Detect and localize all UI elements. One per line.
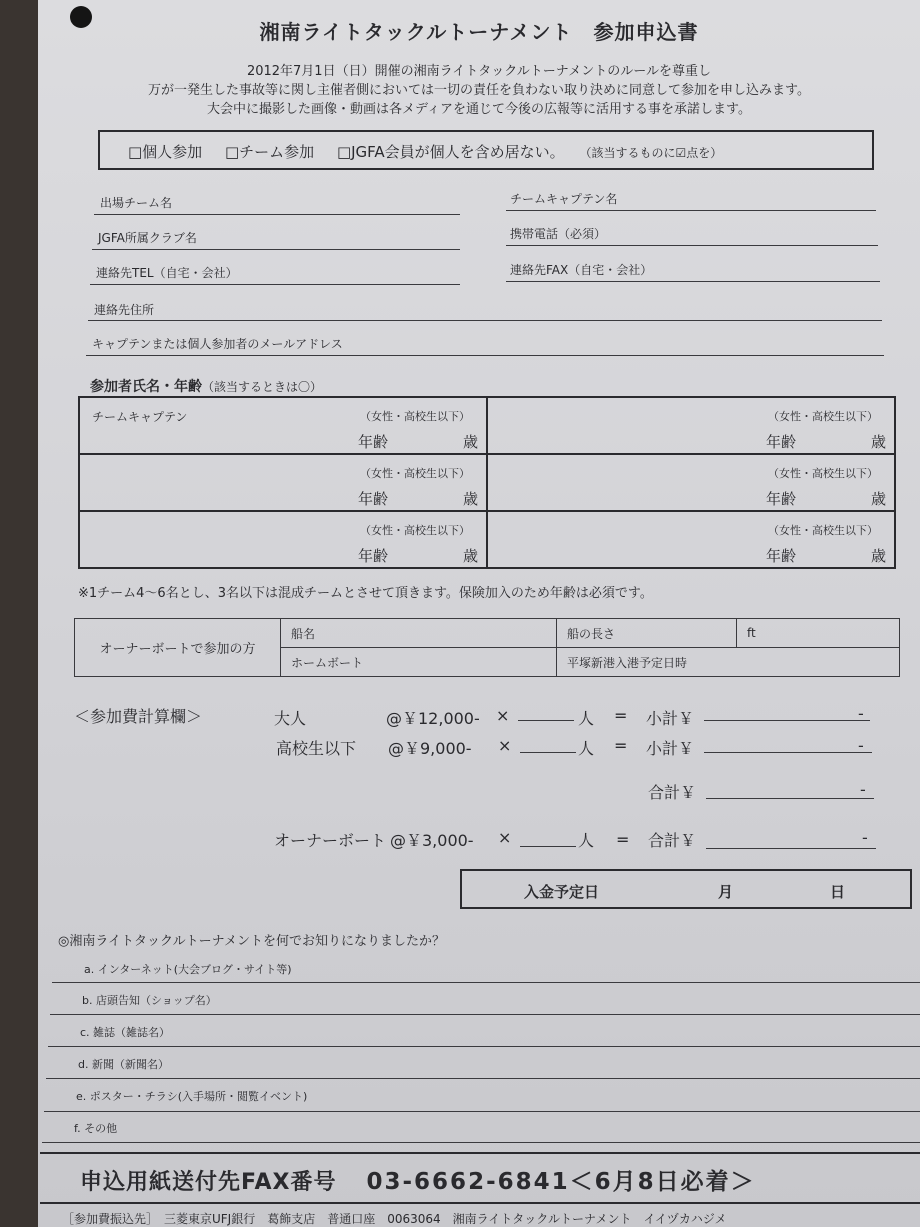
bank-transfer-info: ［参加費振込先］ 三菱東京UFJ銀行 葛飾支店 普通口座 0063064 湘南ライトタックルトーナメント イイヅカハジメ <box>62 1212 727 1226</box>
equals-sign: = <box>614 706 628 725</box>
survey-option: c. 雑誌（雑誌名） <box>80 1026 171 1039</box>
age-field: 年齢 歳 <box>358 490 478 508</box>
owner-total-dash: - <box>862 828 868 847</box>
owner-boat-fee-label: オーナーボート <box>274 831 387 850</box>
fax-label: 連絡先FAX（自宅・会社） <box>510 263 653 277</box>
equals-sign: = <box>614 736 628 755</box>
form-title: 湘南ライトタックルトーナメント 参加申込書 <box>259 20 699 44</box>
boat-name-field[interactable]: 船名 <box>281 619 557 648</box>
owner-total-field[interactable] <box>706 848 876 849</box>
boat-length-unit: ft <box>747 626 756 640</box>
total-dash: - <box>860 780 866 799</box>
adult-count-field[interactable] <box>518 720 574 721</box>
owner-boat-price: @￥3,000- <box>390 831 474 850</box>
times-sign: × <box>498 828 512 847</box>
checkbox-team[interactable]: □チーム参加 <box>224 143 315 161</box>
mobile-label: 携帯電話（必須） <box>510 227 607 241</box>
female-student-note: （女性・高校生以下） <box>360 467 470 480</box>
survey-answer-line[interactable] <box>52 982 920 983</box>
total-label: 合計￥ <box>648 783 697 802</box>
member-cell[interactable] <box>79 511 487 568</box>
person-unit: 人 <box>578 709 595 728</box>
members-section-note: （該当するときは〇） <box>202 380 323 394</box>
member-cell[interactable] <box>487 511 895 568</box>
person-unit: 人 <box>578 739 595 758</box>
age-field: 年齢 歳 <box>358 433 478 451</box>
email-line[interactable] <box>86 355 884 356</box>
tel-label: 連絡先TEL（自宅・会社） <box>96 266 238 280</box>
adult-subtotal-dash: - <box>858 704 864 723</box>
deposit-date-box <box>460 869 912 909</box>
club-label: JGFA所属クラブ名 <box>98 231 197 245</box>
survey-answer-line[interactable] <box>48 1046 920 1047</box>
members-table <box>78 396 896 569</box>
student-subtotal-dash: - <box>858 736 864 755</box>
owner-total-label: 合計￥ <box>648 831 697 850</box>
survey-option: e. ポスター・チラシ(入手場所・閲覧イベント) <box>76 1090 308 1103</box>
total-field[interactable] <box>706 798 874 799</box>
adult-price: @￥12,000- <box>386 709 480 728</box>
female-student-note: （女性・高校生以下） <box>768 410 878 423</box>
application-form-sheet <box>38 0 920 1227</box>
age-field: 年齢 歳 <box>766 547 886 565</box>
deposit-day-field[interactable]: 日 <box>830 883 846 901</box>
team-size-note: ※1チーム4〜6名とし、3名以下は混成チームとさせて頂きます。保険加入のため年齢は必須です。 <box>78 586 653 601</box>
fax-number: 03-6662-6841＜6月8日必着＞ <box>366 1169 756 1195</box>
member-cell[interactable] <box>487 454 895 511</box>
age-field: 年齢 歳 <box>766 490 886 508</box>
intro-line-2: 万が一発生した事故等に関し主催者側においては一切の責任を負わない取り決めに同意して参加を申し込みます。 <box>148 83 810 98</box>
team-name-line[interactable] <box>94 214 460 215</box>
team-captain-line[interactable] <box>506 210 876 211</box>
deposit-month-field[interactable]: 月 <box>718 883 734 901</box>
arrival-time-field[interactable]: 平塚新港入港予定日時 <box>557 648 900 677</box>
member-cell[interactable] <box>487 397 895 454</box>
member-cell[interactable] <box>79 454 487 511</box>
student-subtotal-field[interactable] <box>704 752 872 753</box>
student-count-field[interactable] <box>520 752 576 753</box>
student-subtotal-label: 小計￥ <box>646 739 695 758</box>
member-cell[interactable] <box>79 397 487 454</box>
participation-type-box <box>98 130 874 170</box>
deposit-date-label: 入金予定日 <box>524 883 600 901</box>
checkbox-no-jgfa[interactable]: □JGFA会員が個人を含め居ない。 <box>336 143 565 161</box>
fax-line[interactable] <box>506 281 880 282</box>
survey-answer-line[interactable] <box>50 1014 920 1015</box>
address-label: 連絡先住所 <box>94 303 155 317</box>
adult-label: 大人 <box>274 709 307 728</box>
checkbox-individual[interactable]: □個人参加 <box>128 143 203 161</box>
student-price: @￥9,000- <box>388 739 472 758</box>
survey-option: f. その他 <box>74 1122 118 1135</box>
female-student-note: （女性・高校生以下） <box>360 410 470 423</box>
age-field: 年齢 歳 <box>766 433 886 451</box>
email-label: キャプテンまたは個人参加者のメールアドレス <box>92 337 343 351</box>
survey-option: d. 新聞（新聞名） <box>78 1058 169 1071</box>
captain-label: チームキャプテン <box>92 410 188 424</box>
fax-destination-label: 申込用紙送付先FAX番号 <box>80 1170 337 1195</box>
team-name-label: 出場チーム名 <box>100 196 173 210</box>
checkbox-instruction: （該当するものに☑点を） <box>579 146 723 160</box>
home-port-field[interactable]: ホームボート <box>281 648 557 677</box>
female-student-note: （女性・高校生以下） <box>360 524 470 537</box>
age-field: 年齢 歳 <box>358 547 478 565</box>
student-label: 高校生以下 <box>276 739 357 758</box>
times-sign: × <box>498 736 512 755</box>
survey-answer-line[interactable] <box>44 1111 920 1112</box>
intro-line-3: 大会中に撮影した画像・動画は各メディアを通じて今後の広報等に活用する事を承諾します。 <box>207 102 751 117</box>
owner-boat-table <box>74 618 900 677</box>
survey-option: a. インターネット(大会ブログ・サイト等) <box>84 963 292 976</box>
survey-question: ◎湘南ライトタックルトーナメントを何でお知りになりましたか？ <box>58 934 446 949</box>
person-unit: 人 <box>578 831 595 850</box>
intro-line-1: 2012年7月1日（日）開催の湘南ライトタックルトーナメントのルールを尊重し <box>246 64 712 79</box>
female-student-note: （女性・高校生以下） <box>768 467 878 480</box>
team-captain-label: チームキャプテン名 <box>510 192 618 206</box>
members-section-title: 参加者氏名・年齢（該当するときは〇） <box>90 379 323 395</box>
address-line[interactable] <box>88 320 882 321</box>
mobile-line[interactable] <box>506 245 878 246</box>
boat-length-field[interactable] <box>737 619 900 648</box>
club-line[interactable] <box>92 249 460 250</box>
survey-option: b. 店頭告知（ショップ名） <box>82 994 217 1007</box>
times-sign: × <box>496 706 510 725</box>
female-student-note: （女性・高校生以下） <box>768 524 878 537</box>
survey-answer-line[interactable] <box>46 1078 920 1079</box>
survey-answer-line[interactable] <box>42 1142 920 1143</box>
tel-line[interactable] <box>90 284 460 285</box>
boat-length-label: 船の長さ <box>557 619 737 648</box>
fee-section-title: ＜参加費計算欄＞ <box>74 707 203 726</box>
equals-sign: = <box>616 830 630 849</box>
owner-count-field[interactable] <box>520 846 576 847</box>
adult-subtotal-label: 小計￥ <box>646 709 695 728</box>
adult-subtotal-field[interactable] <box>704 720 870 721</box>
fax-destination-box <box>40 1152 920 1204</box>
owner-boat-header: オーナーボートで参加の方 <box>75 619 281 677</box>
